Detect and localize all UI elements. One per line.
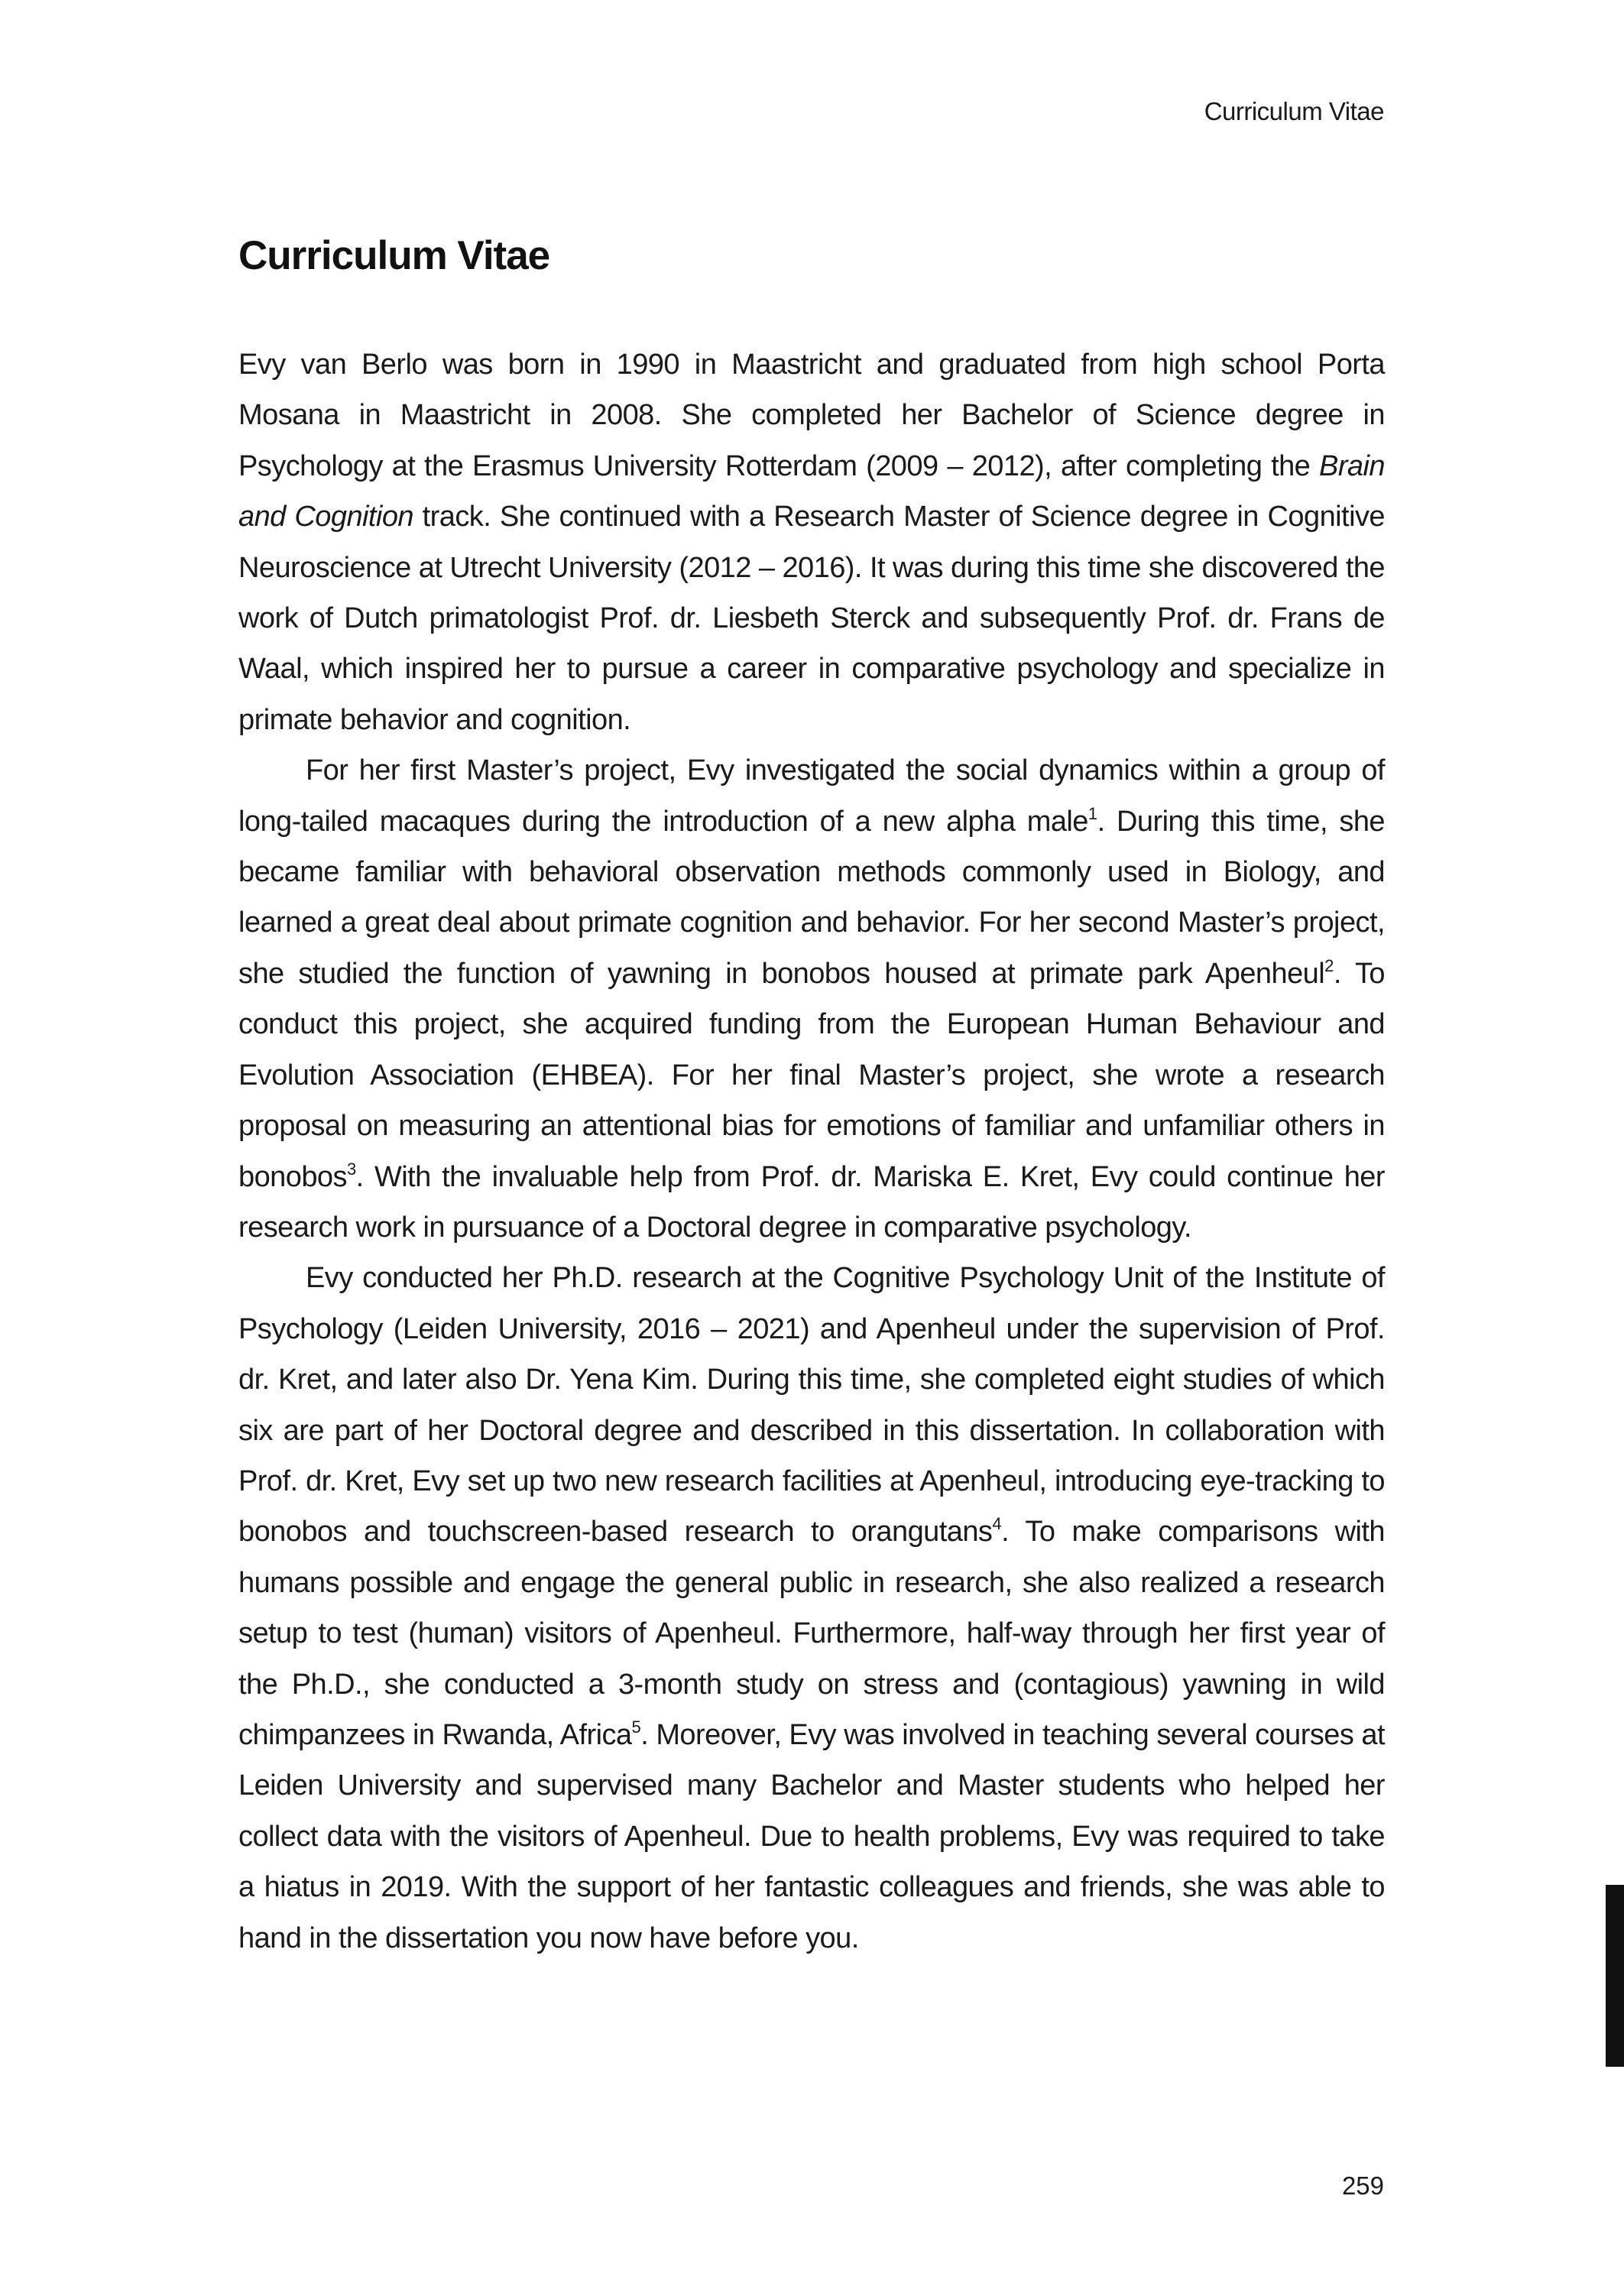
paragraph-1-text-b: track. She continued with a Research Master of Science degree in Cognitive Neuroscience at Utrecht University (2012 – 2016). It was during this time she discovered the work of Dutch primatologist Prof. dr. Liesbeth Sterck and subsequently Prof. dr. Frans de Waal, which inspired her to pursue a career in comparative psychology and specialize in primate behavior and cognition. <box>238 501 1385 736</box>
paragraph-2-text-c: . To conduct this project, she acquired funding from the European Human Behaviour and Evolution Association (EHBEA). For her final Master’s project, she wrote a research proposal on measuring an attentional bias for emotions of familiar and unfamiliar others in bonobos <box>238 957 1385 1193</box>
page-title: Curriculum Vitae <box>238 233 550 278</box>
footnote-ref-4: 4 <box>992 1514 1002 1534</box>
body-text <box>238 339 1385 1964</box>
running-header: Curriculum Vitae <box>1204 97 1384 125</box>
paragraph-2-text-b: . During this time, she became familiar with behavioral observation methods commonly used in Biology, and learned a great deal about primate cognition and behavior. For her second Master’s project, she studied the function of yawning in bonobos housed at primate park Apenheul <box>238 805 1386 990</box>
footnote-ref-1: 1 <box>1088 803 1097 823</box>
paragraph-3-text-b: . To make comparisons with humans possible and engage the general public in research, she also realized a research setup to test (human) visitors of Apenheul. Furthermore, half-way through her first year of the Ph.D., she conducted a 3-month study on stress and (contagious) yawning in wild chimpanzees in Rwanda, Africa <box>238 1516 1386 1751</box>
paragraph-2-text-d: . With the invaluable help from Prof. dr. Mariska E. Kret, Evy could continue her research work in pursuance of a Doctoral degree in comparative psychology. <box>238 1160 1385 1244</box>
footnote-ref-2: 2 <box>1324 955 1334 975</box>
paragraph-3 <box>238 1253 1385 1964</box>
paragraph-2 <box>238 745 1385 1253</box>
paragraph-1-text-a: Evy van Berlo was born in 1990 in Maastricht and graduated from high school Porta Mosana in Maastricht in 2008. She completed her Bachelor of Science degree in Psychology at the Erasmus University Rotterdam (2009 – 2012), after completing the <box>238 349 1385 482</box>
footnote-ref-5: 5 <box>631 1717 641 1737</box>
paragraph-3-text-a: Evy conducted her Ph.D. research at the Cognitive Psychology Unit of the Institute of Psychology (Leiden University, 2016 – 2021) and Apenheul under the supervision of Prof. dr. Kret, and later also Dr. Yena Kim. During this time, she completed eight studies of which six are part of her Doctoral degree and described in this dissertation. In collaboration with Prof. dr. Kret, Evy set up two new research facilities at Apenheul, introducing eye-tracking to bonobos and touchscreen-based research to orangutans <box>238 1262 1385 1549</box>
paragraph-1-italic-phrase: Brain and Cognition <box>238 449 1385 534</box>
paragraph-3-text-c: . Moreover, Evy was involved in teaching several courses at Leiden University and supervised many Bachelor and Master students who helped her collect data with the visitors of Apenheul. Due to health problems, Evy was required to take a hiatus in 2019. With the support of her fantastic colleagues and friends, she was able to hand in the dissertation you now have before you. <box>238 1718 1385 1954</box>
chapter-thumb-tab <box>1606 1885 1624 2067</box>
page-number: 259 <box>1341 2171 1384 2200</box>
footnote-ref-3: 3 <box>346 1159 356 1179</box>
paragraph-2-text-a: For her first Master’s project, Evy investigated the social dynamics within a group of long-tailed macaques during the introduction of a new alpha male <box>238 754 1385 838</box>
paragraph-1 <box>238 339 1385 745</box>
